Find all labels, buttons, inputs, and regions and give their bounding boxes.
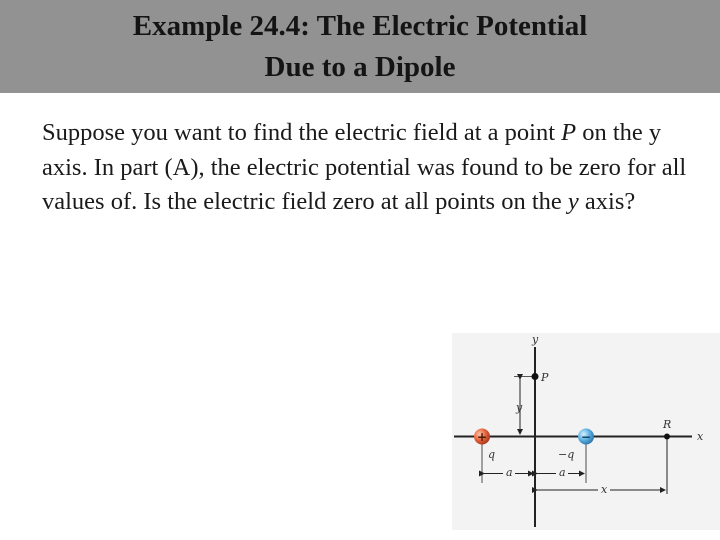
slide-title-line-1: Example 24.4: The Electric Potential [132, 10, 588, 42]
x-dimension-label: x [601, 483, 608, 496]
point-p-dot [532, 373, 539, 380]
y-italic: y [567, 188, 579, 215]
dipole-diagram [452, 333, 720, 530]
point-p-italic: P [561, 119, 577, 146]
x-axis-label: x [697, 430, 704, 443]
negative-charge-label: −q [558, 448, 575, 461]
question-text-part-2: on the y axis. In part (A), the electric potential was found to be zero for all values of. Is the electric field zero at all points on the [42, 119, 687, 215]
slide-title-bar [0, 0, 720, 93]
plus-sign-icon: + [476, 430, 488, 444]
a-right-label: a [559, 466, 566, 479]
question-text-part-3: axis? [578, 188, 636, 215]
point-r-label: R [663, 418, 672, 431]
slide-title-line-2: Due to a Dipole [264, 51, 456, 83]
point-r-dot [664, 434, 670, 440]
a-left-label: a [506, 466, 513, 479]
y-dimension-label: y [516, 401, 523, 414]
question-paragraph [42, 116, 712, 220]
minus-sign-icon: − [580, 430, 592, 444]
y-axis-label: y [532, 333, 539, 346]
question-text-part-1: Suppose you want to find the electric field at a point [42, 119, 562, 146]
positive-charge-label: q [488, 448, 496, 461]
point-p-label: P [541, 371, 549, 384]
